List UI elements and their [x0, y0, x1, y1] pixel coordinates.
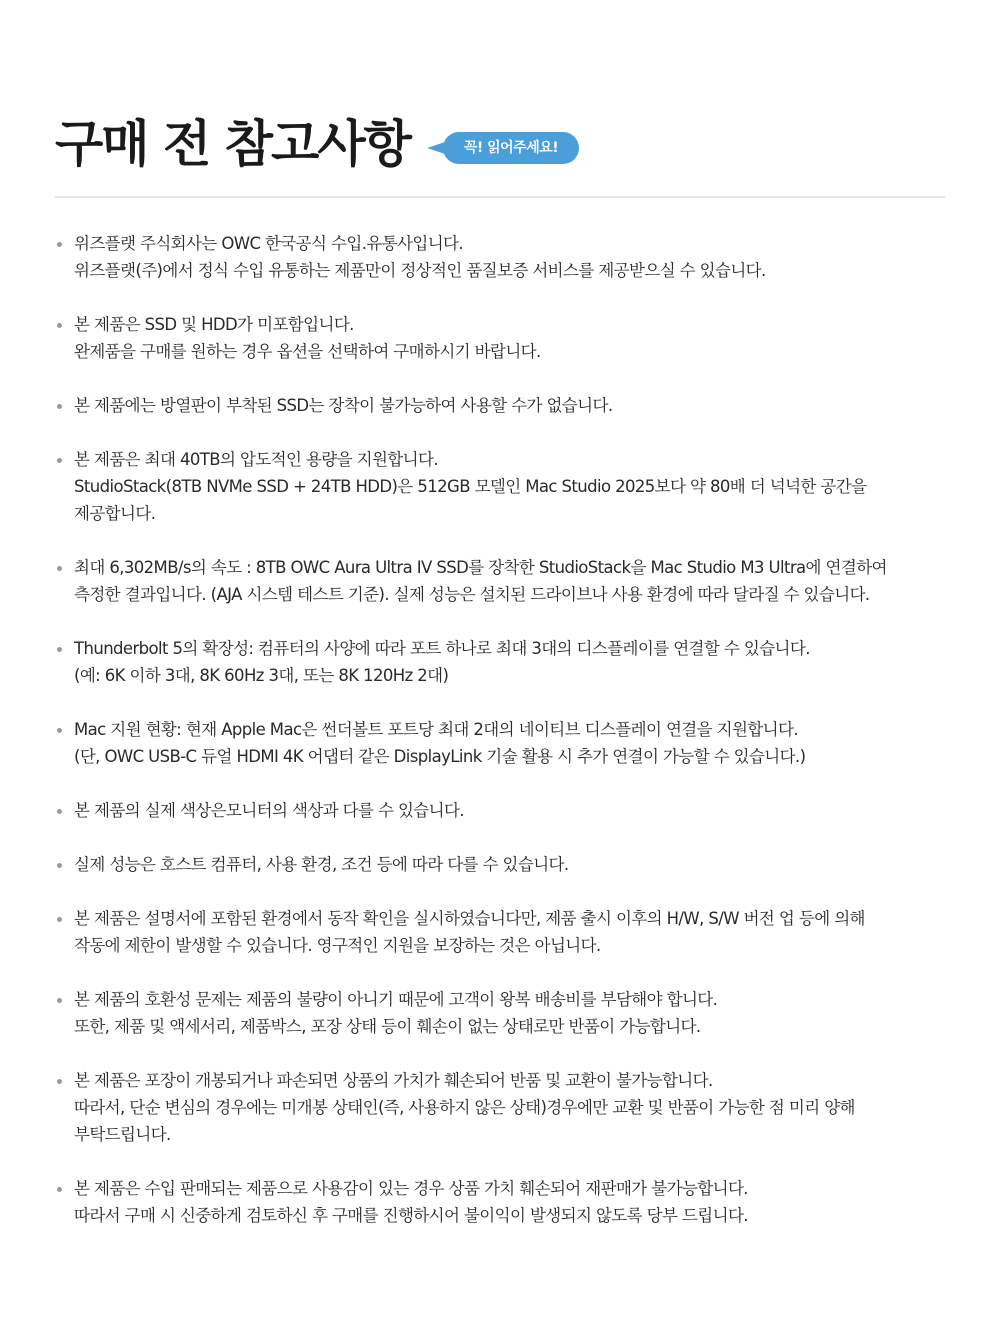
bullet-icon: [57, 917, 62, 922]
notice-line: 또한, 제품 및 액세서리, 제품박스, 포장 상태 등이 훼손이 없는 상태로만 반품이 가능합니다.: [74, 1017, 701, 1036]
bullet-icon: [57, 1079, 62, 1084]
notice-item: [55, 986, 955, 1040]
notice-line: 최대 6,302MB/s의 속도 : 8TB OWC Aura Ultra IV SSD를 장착한 StudioStack을 Mac Studio M3 Ultra에 연결하여: [74, 558, 887, 577]
notice-line: 따라서 구매 시 신중하게 검토하신 후 구매를 진행하시어 불이익이 발생되지 않도록 당부 드립니다.: [74, 1206, 748, 1225]
notice-item: [55, 635, 955, 689]
notice-line: 본 제품은 최대 40TB의 압도적인 용량을 지원합니다.: [74, 450, 438, 469]
bullet-icon: [57, 323, 62, 328]
bullet-icon: [57, 863, 62, 868]
bullet-icon: [57, 242, 62, 247]
notice-line: (예: 6K 이하 3대, 8K 60Hz 3대, 또는 8K 120Hz 2대): [74, 666, 449, 685]
notice-line: 본 제품은 포장이 개봉되거나 파손되면 상품의 가치가 훼손되어 반품 및 교환이 불가능합니다.: [74, 1071, 713, 1090]
bullet-icon: [57, 647, 62, 652]
bullet-icon: [57, 566, 62, 571]
bullet-icon: [57, 1187, 62, 1192]
notice-line: 완제품을 구매를 원하는 경우 옵션을 선택하여 구매하시기 바랍니다.: [74, 342, 541, 361]
notice-line: Mac 지원 현황: 현재 Apple Mac은 썬더볼트 포트당 최대 2대의 네이티브 디스플레이 연결을 지원합니다.: [74, 720, 798, 739]
notice-line: 위즈플랫(주)에서 정식 수입 유통하는 제품만이 정상적인 품질보증 서비스를 제공받으실 수 있습니다.: [74, 261, 766, 280]
notice-line: 제공합니다.: [74, 504, 156, 523]
badge-label: 꼭! 읽어주세요!: [443, 132, 579, 164]
notice-item: [55, 905, 955, 959]
notice-item: [55, 716, 955, 770]
notice-item: [55, 797, 955, 824]
page-header: [55, 108, 945, 198]
notice-line: 본 제품은 SSD 및 HDD가 미포함입니다.: [74, 315, 354, 334]
notice-item: [55, 1175, 955, 1229]
notice-line: 본 제품의 호환성 문제는 제품의 불량이 아니기 때문에 고객이 왕복 배송비를 부담해야 합니다.: [74, 990, 718, 1009]
notice-line: 부탁드립니다.: [74, 1125, 171, 1144]
notice-line: StudioStack(8TB NVMe SSD + 24TB HDD)은 512GB 모델인 Mac Studio 2025보다 약 80배 더 넉넉한 공간을: [74, 477, 867, 496]
notice-line: 본 제품은 수입 판매되는 제품으로 사용감이 있는 경우 상품 가치 훼손되어 재판매가 불가능합니다.: [74, 1179, 748, 1198]
notice-line: (단, OWC USB-C 듀얼 HDMI 4K 어댑터 같은 DisplayLink 기술 활용 시 추가 연결이 가능할 수 있습니다.): [74, 747, 806, 766]
notice-item: [55, 392, 955, 419]
notice-item: [55, 554, 955, 608]
notice-line: 측정한 결과입니다. (AJA 시스템 테스트 기준). 실제 성능은 설치된 드라이브나 사용 환경에 따라 달라질 수 있습니다.: [74, 585, 870, 604]
notice-line: 본 제품의 실제 색상은모니터의 색상과 다를 수 있습니다.: [74, 801, 464, 820]
notice-item: [55, 446, 955, 527]
notice-line: Thunderbolt 5의 확장성: 컴퓨터의 사양에 따라 포트 하나로 최대 3대의 디스플레이를 연결할 수 있습니다.: [74, 639, 810, 658]
notice-line: 본 제품은 설명서에 포함된 환경에서 동작 확인을 실시하였습니다만, 제품 출시 이후의 H/W, S/W 버전 업 등에 의해: [74, 909, 865, 928]
notice-line: 위즈플랫 주식회사는 OWC 한국공식 수입.유통사입니다.: [74, 234, 464, 253]
page-title: 구매 전 참고사항: [55, 115, 410, 173]
notice-item: [55, 851, 955, 878]
bullet-icon: [57, 404, 62, 409]
notice-item: [55, 1067, 955, 1148]
notice-item: [55, 230, 955, 284]
bullet-icon: [57, 998, 62, 1003]
notice-line: 실제 성능은 호스트 컴퓨터, 사용 환경, 조건 등에 따라 다를 수 있습니다.: [74, 855, 569, 874]
bullet-icon: [57, 458, 62, 463]
notice-item: [55, 311, 955, 365]
notice-line: 본 제품에는 방열판이 부착된 SSD는 장착이 불가능하여 사용할 수가 없습니다.: [74, 396, 613, 415]
notice-line: 작동에 제한이 발생할 수 있습니다. 영구적인 지원을 보장하는 것은 아닙니다.: [74, 936, 601, 955]
bullet-icon: [57, 728, 62, 733]
notice-line: 따라서, 단순 변심의 경우에는 미개봉 상태인(즉, 사용하지 않은 상태)경우에만 교환 및 반품이 가능한 점 미리 양해: [74, 1098, 855, 1117]
bullet-icon: [57, 809, 62, 814]
notice-list: [55, 230, 955, 1256]
